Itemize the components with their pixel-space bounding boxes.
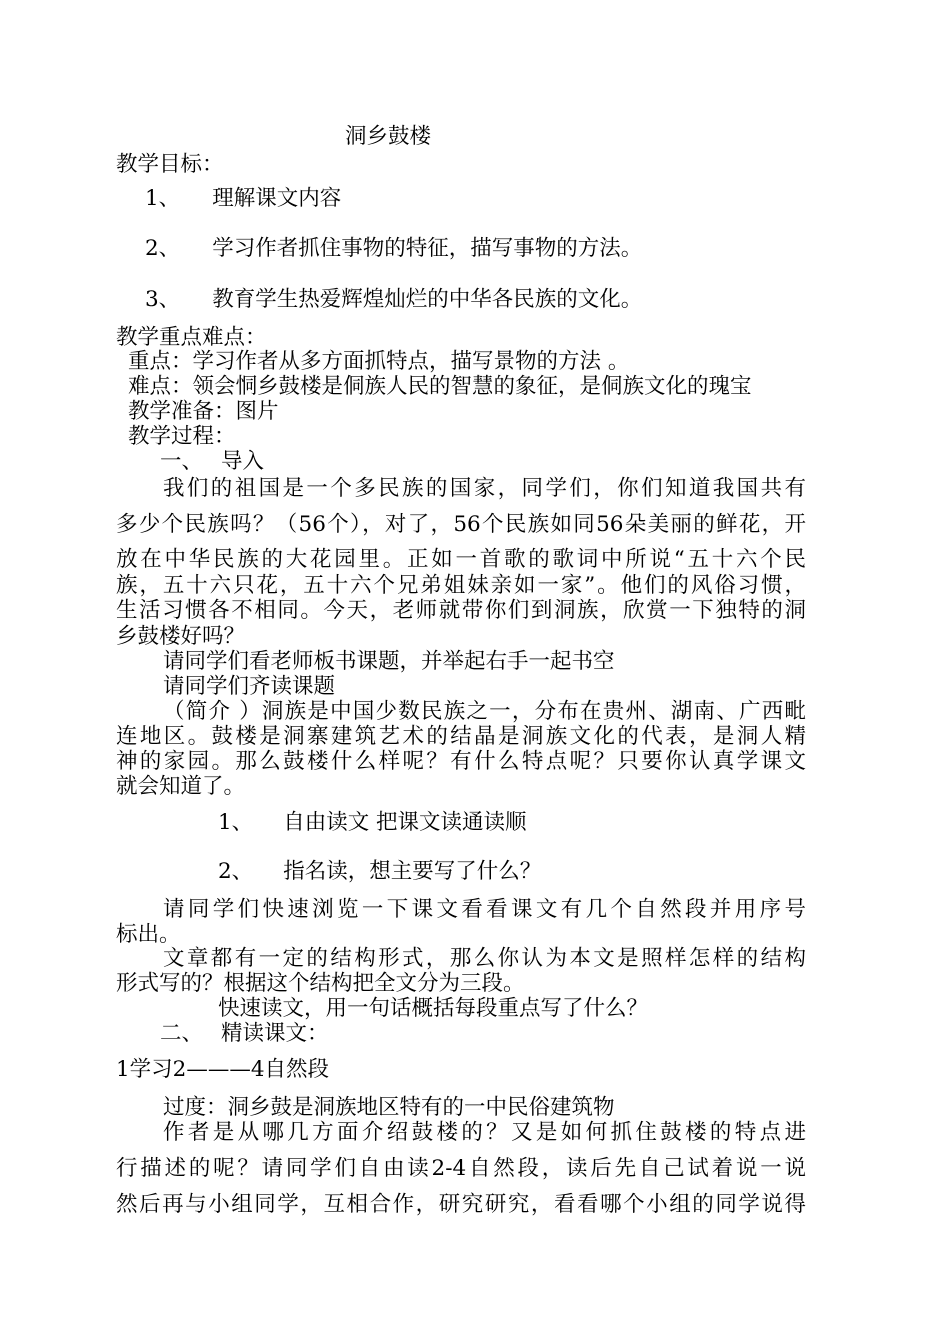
structure-paragraph-line: 文章都有一定的结构形式，那么你认为本文是照样怎样的结构 [163, 946, 806, 971]
intro-paragraph-line: 生活习惯各不相同。今天，老师就带你们到洞族，欣赏一下独特的洞 [116, 598, 806, 623]
section-heading [160, 1021, 329, 1047]
objective-item [145, 186, 341, 212]
browse-paragraph-line: 标出。 [116, 922, 181, 947]
intro-paragraph-line: 族，五十六只花，五十六个兄弟姐妹亲如一家”。他们的风俗习惯， [116, 573, 806, 598]
process-heading: 教学过程： [128, 424, 236, 449]
step-text: 自由读文 把课文读通读顺 [283, 810, 527, 835]
question-paragraph-line: 行描述的呢？请同学们自由读2-4自然段，读后先自己试着说一说 [116, 1156, 806, 1181]
question-paragraph-line: 然后再与小组同学，互相合作，研究研究，看看哪个小组的同学说得 [116, 1192, 806, 1217]
objective-item [145, 287, 642, 313]
intro-paragraph-line: 放在中华民族的大花园里。正如一首歌的歌词中所说“五十六个民 [116, 547, 806, 572]
objective-text: 教育学生热爱辉煌灿烂的中华各民族的文化。 [212, 287, 643, 312]
browse-paragraph-line: 请同学们快速浏览一下课文看看课文有几个自然段并用序号 [163, 897, 806, 922]
section-title: 导入 [221, 449, 265, 474]
objective-number: 3、 [145, 287, 181, 312]
quick-read-task: 快速读文，用一句话概括每段重点写了什么？ [218, 996, 649, 1021]
instruction-line: 请同学们齐读课题 [163, 674, 336, 699]
instruction-line: 请同学们看老师板书课题，并举起右手一起书空 [163, 649, 615, 674]
brief-paragraph-line: 神的家园。那么鼓楼什么样呢？有什么特点呢？只要你认真学课文 [116, 749, 806, 774]
study-heading: 1学习2———4自然段 [116, 1057, 330, 1082]
objective-text: 理解课文内容 [212, 186, 342, 211]
keypoints-heading: 教学重点难点： [116, 325, 267, 350]
section-number: 二、 [160, 1021, 204, 1046]
section-title: 精读课文： [221, 1021, 329, 1046]
objective-number: 1、 [145, 186, 181, 211]
step-item [218, 859, 541, 885]
step-text: 指名读，想主要写了什么？ [283, 859, 542, 884]
objectives-heading: 教学目标： [116, 152, 224, 177]
brief-paragraph-line: 就会知道了。 [116, 774, 246, 799]
objective-text: 学习作者抓住事物的特征，描写事物的方法。 [212, 236, 643, 261]
intro-paragraph-line: 多少个民族吗？（56个），对了，56个民族如同56朵美丽的鲜花，开 [116, 512, 806, 537]
section-number: 一、 [160, 449, 204, 474]
brief-paragraph-line: （简介 ）洞族是中国少数民族之一，分布在贵州、湖南、广西毗 [163, 699, 806, 724]
key-point: 重点：学习作者从多方面抓特点，描写景物的方法 。 [128, 349, 630, 374]
question-paragraph-line: 作者是从哪几方面介绍鼓楼的？又是如何抓住鼓楼的特点进 [163, 1120, 806, 1145]
step-number: 1、 [218, 810, 254, 835]
section-heading [160, 449, 264, 475]
brief-paragraph-line: 连地区。鼓楼是洞寨建筑艺术的结晶是洞族文化的代表，是洞人精 [116, 724, 806, 749]
objective-number: 2、 [145, 236, 181, 261]
document-title: 洞乡鼓楼 [345, 124, 432, 149]
intro-paragraph-line: 我们的祖国是一个多民族的国家，同学们，你们知道我国共有 [163, 476, 806, 501]
step-number: 2、 [218, 859, 254, 884]
intro-paragraph-line: 乡鼓楼好吗？ [116, 624, 246, 649]
transition-line: 过度：洞乡鼓是洞族地区特有的一中民俗建筑物 [163, 1095, 615, 1120]
objective-item [145, 236, 642, 262]
step-item [218, 810, 527, 836]
structure-paragraph-line: 形式写的？根据这个结构把全文分为三段。 [116, 971, 525, 996]
difficult-point: 难点：领会恫乡鼓楼是侗族人民的智慧的象征，是侗族文化的瑰宝 [128, 374, 752, 399]
teaching-preparation: 教学准备：图片 [128, 399, 279, 424]
